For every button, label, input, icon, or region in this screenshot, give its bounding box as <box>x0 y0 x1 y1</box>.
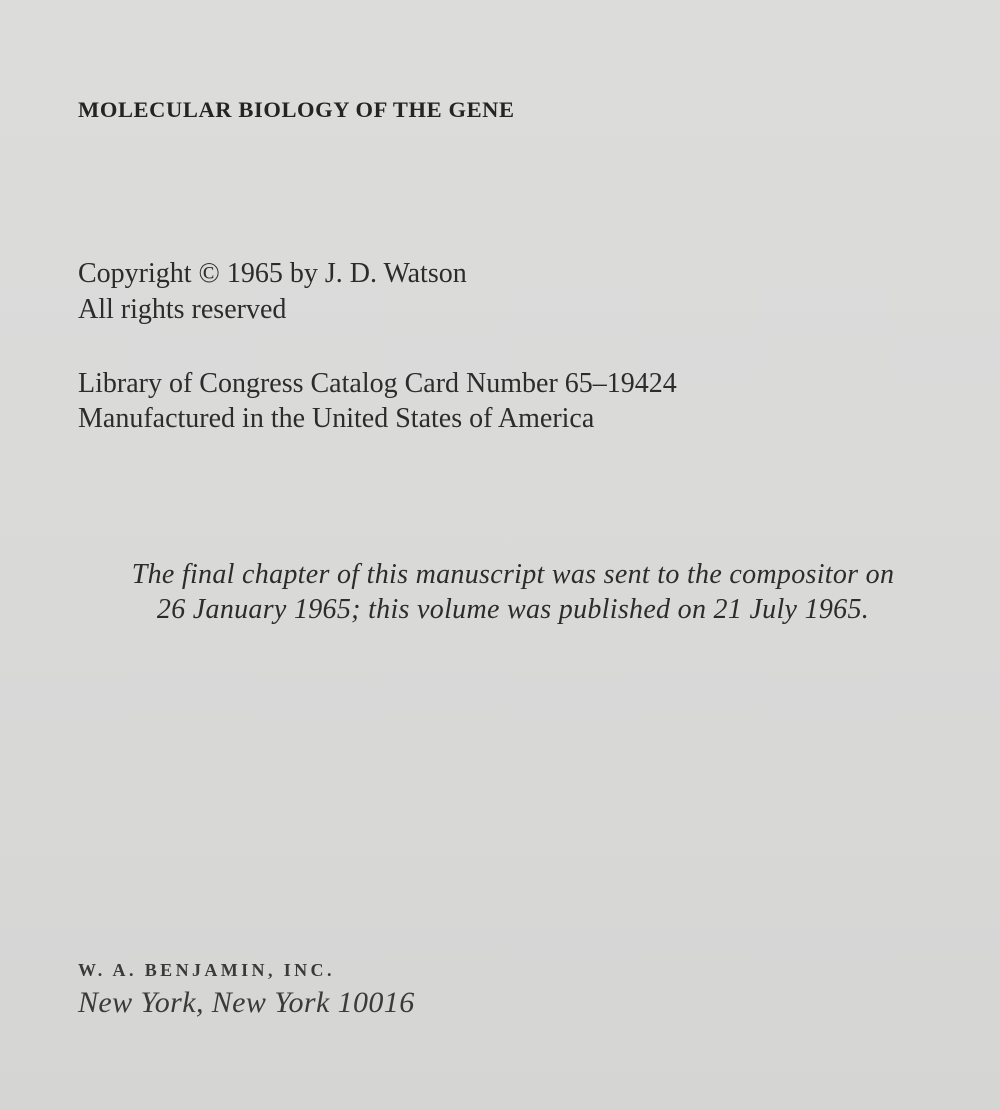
publisher-name: W. A. BENJAMIN, INC. <box>78 960 335 980</box>
publication-note <box>78 557 948 627</box>
catalog-card-number: Library of Congress Catalog Card Number 65–19424 <box>78 368 677 399</box>
manufacture-statement: Manufactured in the United States of America <box>78 403 595 434</box>
catalog-block <box>78 366 677 436</box>
copyright-block <box>78 256 467 328</box>
copyright-notice: Copyright © 1965 by J. D. Watson <box>78 258 467 289</box>
publication-note-line-1: The final chapter of this manuscript was sent to the compositor on <box>131 559 895 590</box>
book-title <box>78 96 515 124</box>
publication-note-line-2: 26 January 1965; this volume was published on 21 July 1965. <box>156 594 870 625</box>
book-title-text: MOLECULAR BIOLOGY OF THE GENE <box>78 97 515 122</box>
publisher-address: New York, New York 10016 <box>78 986 415 1019</box>
rights-statement: All rights reserved <box>78 294 287 325</box>
